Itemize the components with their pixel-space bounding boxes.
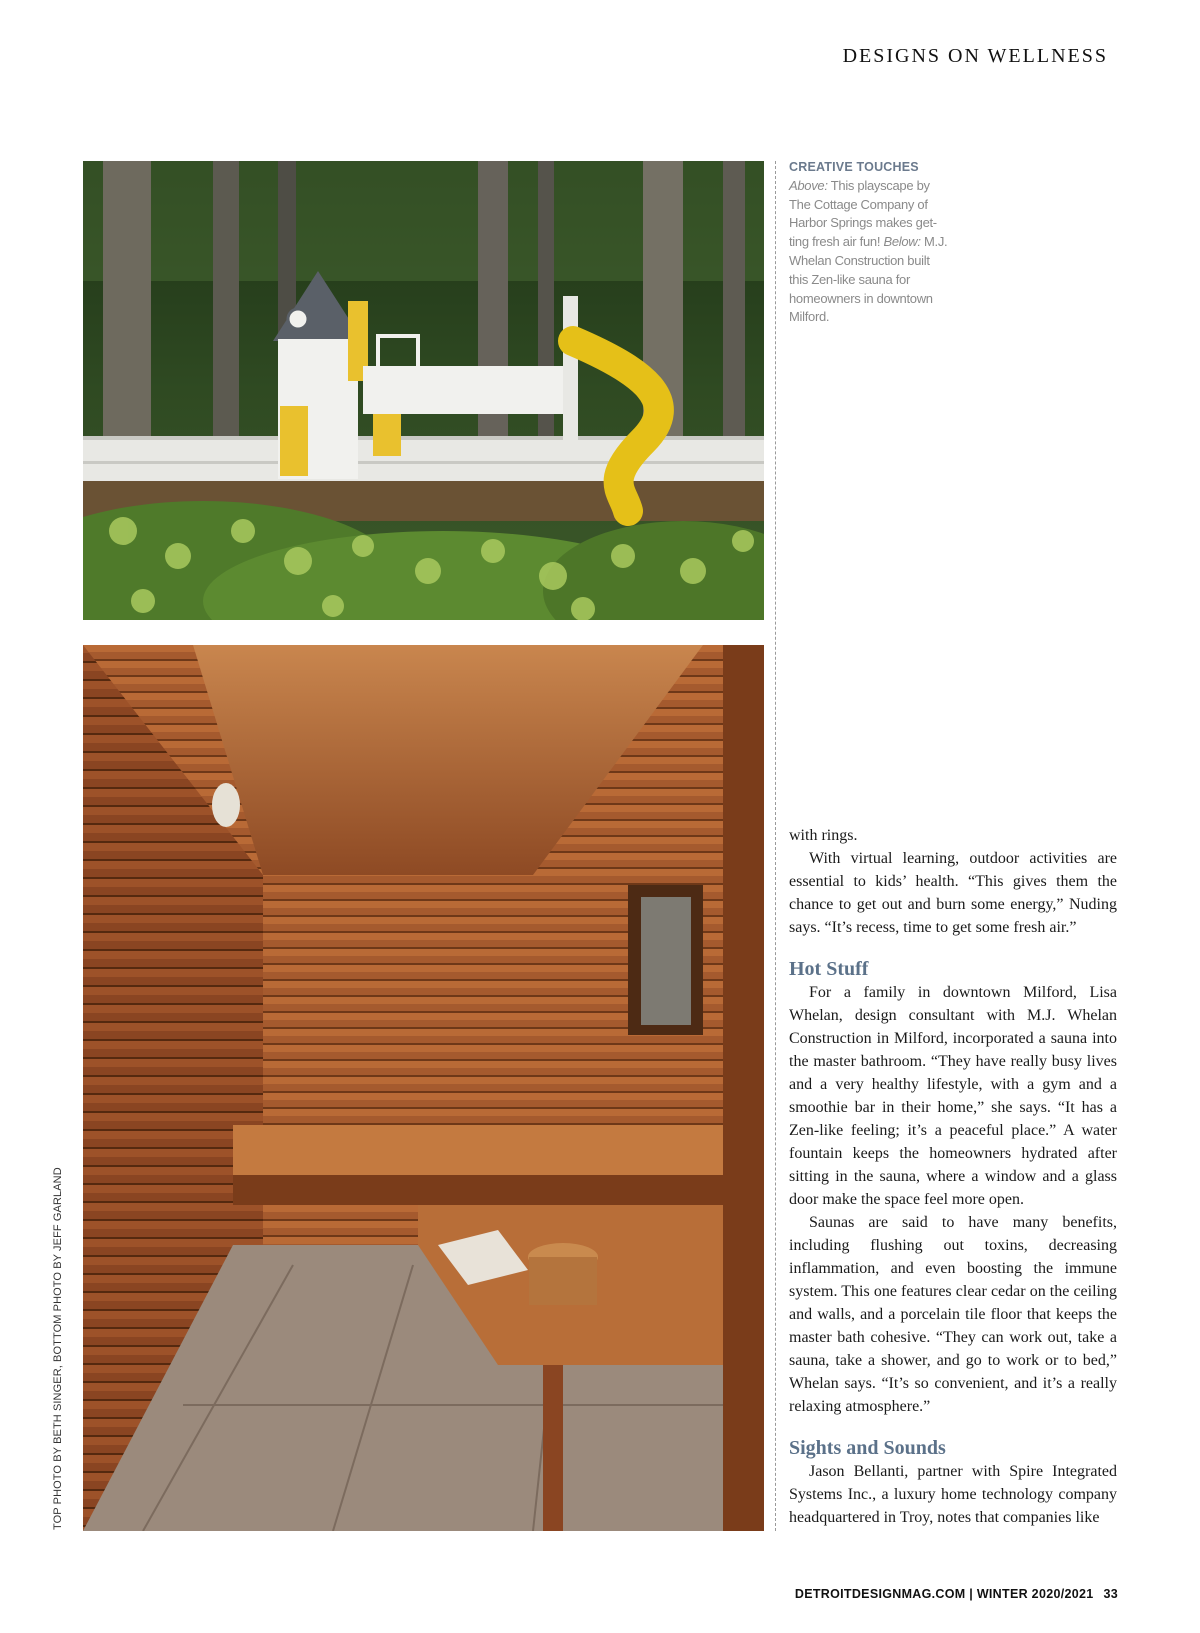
article-paragraph: For a family in downtown Milford, Lisa Whelan, design consultant with M.J. Whelan Construction in Milford, incorporated a sauna into the master bathroom. “They have really busy lives and a very healthy lifestyle, with a gym and a smoothie bar in their home,” she says. “It has a Zen-like feeling; it’s a peaceful place.” A water fountain keeps the homeowners hydrated after sitting in the sauna, where a window and a glass door make the space feel more open. bbox=[789, 984, 1117, 1208]
article-column bbox=[789, 824, 1117, 1529]
article-paragraph: Saunas are said to have many benefits, including flushing out toxins, decreasing inflammation, and even boosting the immune system. This one features clear cedar on the ceiling and walls, and a porcelain tile floor that keeps the master bath cohesive. “They can work out, take a sauna, take a shower, and go to work or to bed,” Whelan says. “It’s so convenient, and it’s a really relaxing atmosphere.” bbox=[789, 1214, 1117, 1415]
subheading-sights-and-sounds: Sights and Sounds bbox=[789, 1437, 946, 1459]
page-footer bbox=[795, 1587, 1118, 1601]
section-header: DESIGNS ON WELLNESS bbox=[842, 45, 1108, 67]
sauna-photo bbox=[83, 645, 764, 1531]
caption-below-label: Below: bbox=[883, 234, 921, 250]
footer-site-issue: DETROITDESIGNMAG.COM | WINTER 2020/2021 bbox=[794, 1587, 1094, 1601]
caption-below-text: M.J. Whelan Construction built this Zen-like sauna for homeowners in downtown Milford. bbox=[789, 234, 948, 325]
page-number: 33 bbox=[1103, 1587, 1118, 1601]
caption-above-label: Above: bbox=[789, 177, 828, 193]
caption-heading: CREATIVE TOUCHES bbox=[789, 160, 919, 174]
subheading-hot-stuff: Hot Stuff bbox=[789, 958, 869, 980]
article-paragraph: with rings. bbox=[789, 827, 858, 844]
playscape-photo bbox=[83, 161, 764, 620]
photo-credit: TOP PHOTO BY BETH SINGER, BOTTOM PHOTO BY JEFF GARLAND bbox=[52, 1167, 64, 1530]
article-paragraph: Jason Bellanti, partner with Spire Integrated Systems Inc., a luxury home technology company headquartered in Troy, notes that companies like bbox=[789, 1463, 1117, 1526]
photo-caption bbox=[789, 158, 949, 327]
column-divider bbox=[775, 161, 776, 1531]
caption-above-text: This playscape by The Cottage Company of Harbor Springs makes get-ting fresh air fun! bbox=[789, 177, 937, 250]
article-paragraph: With virtual learning, outdoor activities are essential to kids’ health. “This gives them the chance to get out and burn some energy,” Nuding says. “It’s recess, time to get some fresh air.” bbox=[789, 850, 1117, 936]
